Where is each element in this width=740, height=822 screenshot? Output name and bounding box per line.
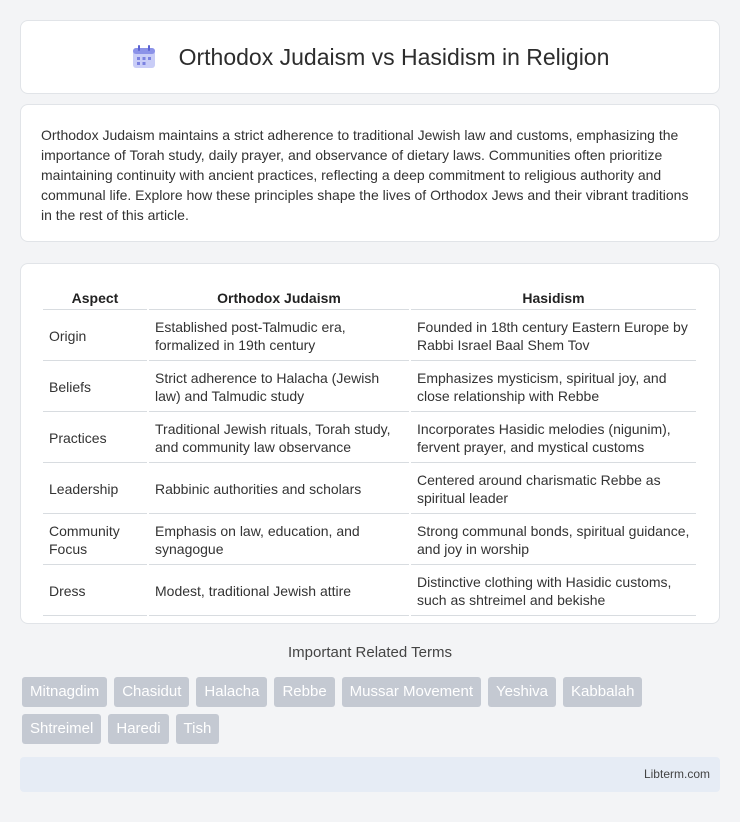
comparison-table — [41, 284, 698, 618]
cell-orthodox: Traditional Jewish rituals, Torah study, and community law observance — [149, 414, 409, 463]
related-term-tag[interactable]: Shtreimel — [22, 714, 101, 744]
table-row — [43, 414, 696, 463]
cell-hasidism: Strong communal bonds, spiritual guidance, and joy in worship — [411, 516, 696, 565]
table-row — [43, 567, 696, 616]
footer — [20, 757, 720, 792]
cell-hasidism: Emphasizes mysticism, spiritual joy, and close relationship with Rebbe — [411, 363, 696, 412]
title-card — [20, 20, 720, 94]
intro-card — [20, 104, 720, 242]
related-term-tag[interactable]: Mussar Movement — [342, 677, 481, 707]
cell-orthodox: Rabbinic authorities and scholars — [149, 465, 409, 514]
header-hasidism: Hasidism — [411, 286, 696, 310]
related-term-tag[interactable]: Mitnagdim — [22, 677, 107, 707]
table-row — [43, 312, 696, 361]
cell-orthodox: Strict adherence to Halacha (Jewish law) and Talmudic study — [149, 363, 409, 412]
related-term-tag[interactable]: Chasidut — [114, 677, 189, 707]
cell-aspect: Practices — [43, 414, 147, 463]
cell-orthodox: Modest, traditional Jewish attire — [149, 567, 409, 616]
cell-hasidism: Distinctive clothing with Hasidic customs, such as shtreimel and bekishe — [411, 567, 696, 616]
footer-brand-link[interactable]: Libterm.com — [643, 767, 710, 781]
cell-hasidism: Founded in 18th century Eastern Europe by Rabbi Israel Baal Shem Tov — [411, 312, 696, 361]
related-terms-title: Important Related Terms — [288, 644, 452, 661]
related-terms-list — [22, 677, 722, 744]
intro-text: Orthodox Judaism maintains a strict adherence to traditional Jewish law and customs, emphasizing the importance of Torah study, daily prayer, and observance of dietary laws. Communities often prioritize maintaining continuity with ancient practices, reflecting a deep commitment to religious authority and communal life. Explore how these principles shape the lives of Orthodox Jews and their vibrant traditions in the rest of this article. — [41, 127, 689, 223]
cell-aspect: Dress — [43, 567, 147, 616]
related-term-tag[interactable]: Yeshiva — [488, 677, 556, 707]
header-aspect: Aspect — [43, 286, 147, 310]
comparison-card — [20, 263, 720, 624]
header-orthodox: Orthodox Judaism — [149, 286, 409, 310]
cell-hasidism: Incorporates Hasidic melodies (nigunim), fervent prayer, and mystical customs — [411, 414, 696, 463]
related-term-tag[interactable]: Tish — [176, 714, 220, 744]
page-title: Orthodox Judaism vs Hasidism in Religion — [178, 43, 610, 70]
cell-orthodox: Emphasis on law, education, and synagogue — [149, 516, 409, 565]
cell-hasidism: Centered around charismatic Rebbe as spiritual leader — [411, 465, 696, 514]
cell-aspect: Leadership — [43, 465, 147, 514]
calendar-icon — [131, 44, 157, 70]
cell-orthodox: Established post-Talmudic era, formalized in 19th century — [149, 312, 409, 361]
cell-aspect: Beliefs — [43, 363, 147, 412]
table-header-row — [43, 286, 696, 310]
table-row — [43, 516, 696, 565]
related-term-tag[interactable]: Haredi — [108, 714, 168, 744]
related-term-tag[interactable]: Rebbe — [274, 677, 334, 707]
cell-aspect: Community Focus — [43, 516, 147, 565]
cell-aspect: Origin — [43, 312, 147, 361]
related-term-tag[interactable]: Halacha — [196, 677, 267, 707]
table-row — [43, 363, 696, 412]
related-term-tag[interactable]: Kabbalah — [563, 677, 642, 707]
table-row — [43, 465, 696, 514]
